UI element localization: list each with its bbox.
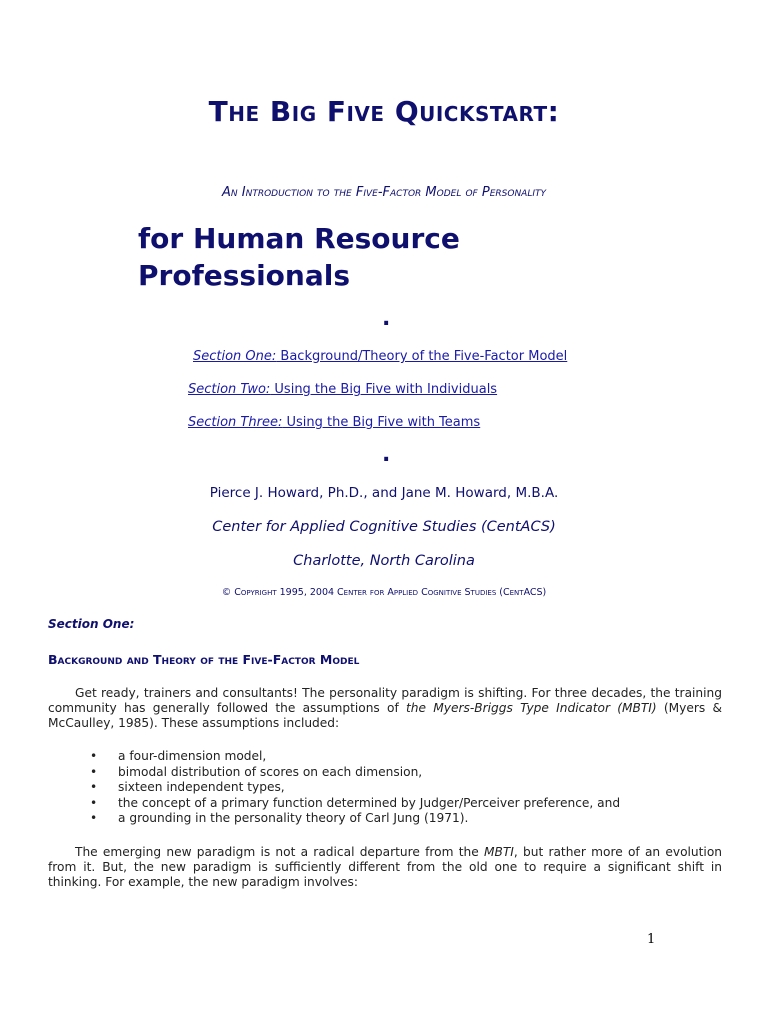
bullet-icon: •: [90, 764, 98, 779]
section-one-link-label: Section One:: [193, 349, 277, 364]
section-one-link[interactable]: [193, 349, 567, 364]
section-three-link[interactable]: [188, 415, 480, 430]
authors: Pierce J. Howard, Ph.D., and Jane M. Howard, M.B.A.: [209, 485, 559, 501]
paragraph-2-part-b: , but rather more of an evolution from it. But, the new paradigm is sufficiently different from the old one to require a significant shift in thinking. For example, the new paradigm involves:: [48, 845, 723, 889]
list-item: [90, 796, 620, 812]
audience-title: [138, 220, 460, 294]
section-two-link-text: Using the Big Five with Individuals: [270, 382, 498, 397]
section-two-link[interactable]: [188, 382, 497, 397]
section-three-link-text: Using the Big Five with Teams: [282, 415, 481, 430]
document-subtitle: An Introduction to the Five-Factor Model of Personality: [222, 185, 546, 200]
list-item-text: bimodal distribution of scores on each dimension,: [118, 764, 423, 779]
list-item: [90, 749, 620, 765]
organization-name: Center for Applied Cognitive Studies (CentACS): [212, 519, 556, 535]
paragraph-2-part-a: The emerging new paradigm is not a radical departure from the: [75, 845, 484, 859]
list-item: [90, 811, 620, 827]
list-item-text: sixteen independent types,: [118, 780, 285, 794]
bullet-icon: •: [90, 749, 98, 763]
list-item-text: a four-dimension model,: [118, 749, 267, 763]
separator-dot-2: .: [382, 442, 391, 467]
organization-city: Charlotte, North Carolina: [293, 553, 475, 569]
copyright-notice: © Copyright 1995, 2004 Center for Applied Cognitive Studies (CentACS): [221, 587, 547, 598]
bullet-icon: •: [90, 811, 98, 825]
bullet-icon: •: [90, 780, 98, 794]
list-item-text: the concept of a primary function determined by Judger/Perceiver preference, and: [118, 795, 621, 810]
section-three-link-label: Section Three:: [188, 415, 283, 430]
list-item: [90, 765, 620, 781]
paragraph-1-italic: the Myers-Briggs Type Indicator (MBTI): [406, 701, 657, 715]
section-one-label: Section One:: [48, 617, 135, 631]
list-item: [90, 780, 620, 796]
paragraph-2-italic: MBTI: [483, 845, 514, 859]
separator-dot-1: .: [382, 306, 391, 331]
assumptions-list: [90, 749, 620, 827]
document-title: The Big Five Quickstart:: [208, 95, 560, 128]
audience-title-line-2: Professionals: [138, 259, 350, 292]
audience-title-line-1: for Human Resource: [138, 222, 460, 255]
paragraph-2: [48, 845, 722, 890]
section-two-link-label: Section Two:: [188, 382, 271, 397]
bullet-icon: •: [90, 795, 98, 810]
paragraph-1-part-b: (Myers & McCaulley, 1985). These assumptions included:: [48, 701, 723, 730]
page-number: 1: [647, 932, 656, 947]
section-heading: Background and Theory of the Five-Factor Model: [48, 652, 360, 667]
section-one-link-text: Background/Theory of the Five-Factor Model: [276, 349, 568, 364]
paragraph-1: [48, 686, 722, 731]
list-item-text: a grounding in the personality theory of Carl Jung (1971).: [118, 811, 469, 825]
paragraph-1-part-a: Get ready, trainers and consultants! The personality paradigm is shifting. For three decades, the training community has generally followed the assumptions of: [48, 686, 722, 715]
